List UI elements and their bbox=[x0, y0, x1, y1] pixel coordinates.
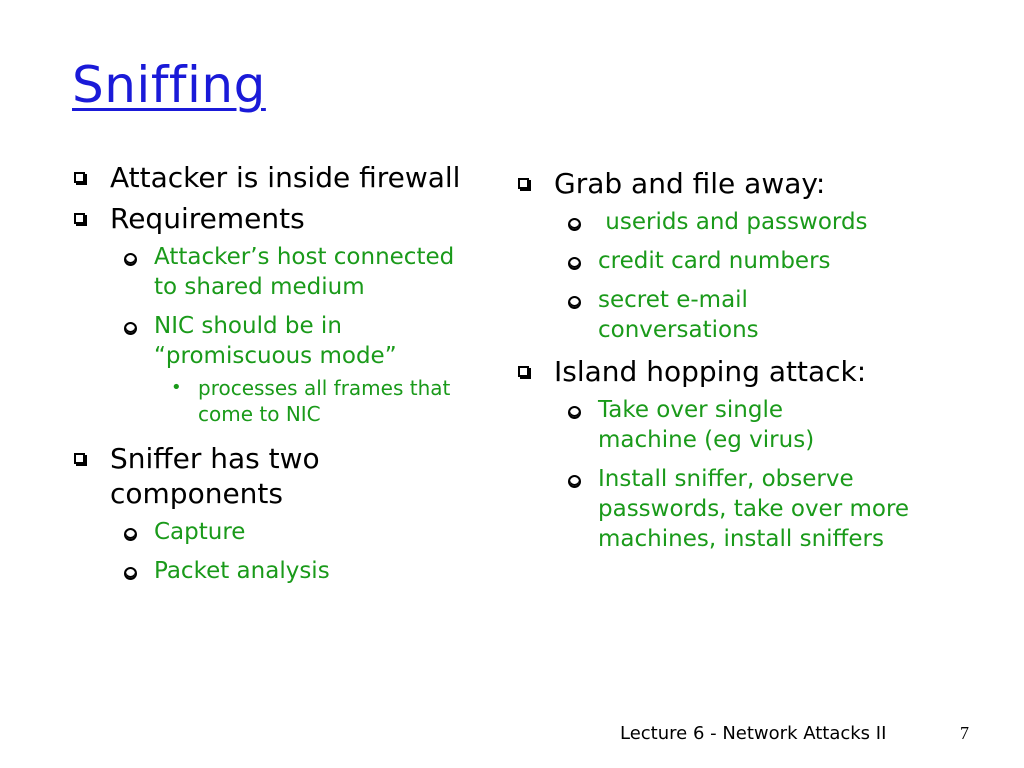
bullet-text: Attacker is inside firewall bbox=[110, 161, 461, 194]
subbullet-text: secret e-mail conversations bbox=[598, 287, 759, 343]
square-bullet-icon bbox=[518, 366, 529, 377]
circle-bullet-icon bbox=[568, 475, 581, 488]
bullet-attacker-inside bbox=[72, 160, 472, 195]
bullet-island-hopping bbox=[516, 354, 946, 389]
subbullet-text: Capture bbox=[154, 519, 246, 545]
bullet-text: Grab and file away: bbox=[554, 167, 826, 200]
page-number: 7 bbox=[960, 723, 969, 743]
circle-bullet-icon bbox=[568, 257, 581, 270]
subbullet-text: userids and passwords bbox=[598, 209, 868, 235]
bullet-text: Requirements bbox=[110, 202, 305, 235]
bullet-grab-file-away bbox=[516, 166, 946, 201]
subsubbullet-text: processes all frames that come to NIC bbox=[198, 376, 451, 426]
square-bullet-icon bbox=[74, 213, 85, 224]
bullet-text: Island hopping attack: bbox=[554, 355, 867, 388]
subbullet-install-sniffer bbox=[516, 464, 946, 554]
subbullet-text: Attacker’s host connected to shared medium bbox=[154, 244, 455, 300]
subbullet-text: Install sniffer, observe passwords, take over more machines, install sniffers bbox=[598, 466, 910, 552]
subbullet-userids-passwords bbox=[516, 207, 946, 237]
subbullet-promiscuous-mode bbox=[72, 311, 472, 371]
dot-bullet-icon: • bbox=[171, 377, 182, 398]
left-column bbox=[72, 160, 472, 595]
slide-footer: Lecture 6 - Network Attacks II bbox=[620, 723, 887, 744]
bullet-text: Sniffer has two components bbox=[110, 442, 320, 510]
subbullet-host-shared-medium bbox=[72, 242, 472, 302]
subbullet-packet-analysis bbox=[72, 556, 472, 586]
circle-bullet-icon bbox=[124, 322, 137, 335]
subbullet-capture bbox=[72, 517, 472, 547]
square-bullet-icon bbox=[518, 178, 529, 189]
square-bullet-icon bbox=[74, 453, 85, 464]
circle-bullet-icon bbox=[568, 218, 581, 231]
circle-bullet-icon bbox=[568, 406, 581, 419]
circle-bullet-icon bbox=[568, 296, 581, 309]
subbullet-credit-card bbox=[516, 246, 946, 276]
subbullet-text: credit card numbers bbox=[598, 248, 831, 274]
bullet-requirements bbox=[72, 201, 472, 236]
subsubbullet-processes-frames bbox=[72, 375, 472, 427]
circle-bullet-icon bbox=[124, 528, 137, 541]
slide-title: Sniffing bbox=[72, 56, 266, 114]
subbullet-text: Take over single machine (eg virus) bbox=[598, 397, 815, 453]
bullet-sniffer-components bbox=[72, 441, 472, 511]
circle-bullet-icon bbox=[124, 253, 137, 266]
circle-bullet-icon bbox=[124, 567, 137, 580]
subbullet-text: NIC should be in “promiscuous mode” bbox=[154, 313, 397, 369]
subbullet-secret-email bbox=[516, 285, 946, 345]
subbullet-take-over-machine bbox=[516, 395, 946, 455]
subbullet-text: Packet analysis bbox=[154, 558, 330, 584]
right-column bbox=[516, 166, 946, 563]
square-bullet-icon bbox=[74, 172, 85, 183]
